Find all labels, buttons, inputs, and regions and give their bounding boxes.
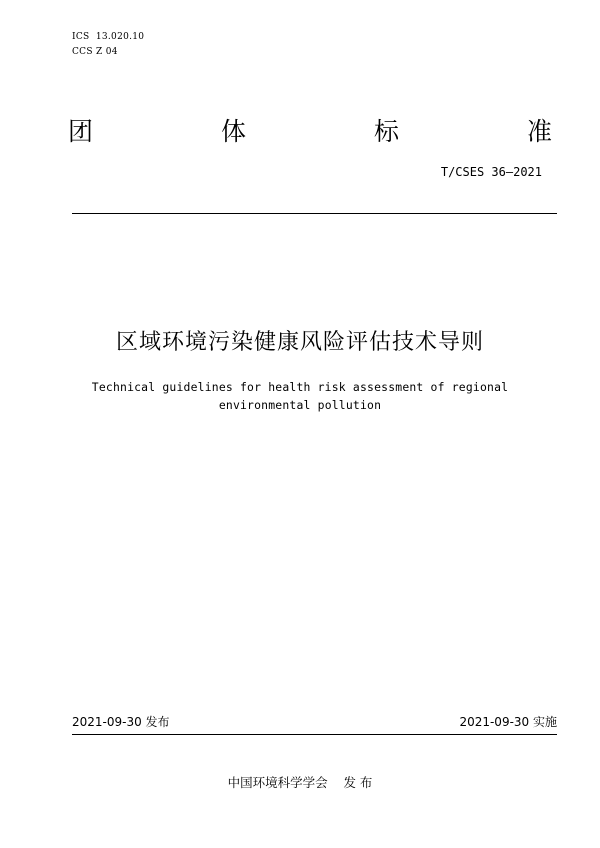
implementation-date: 2021-09-30 实施 <box>459 715 557 729</box>
document-title-chinese: 区域环境污染健康风险评估技术导则 <box>115 330 484 355</box>
classification-codes <box>72 30 144 60</box>
ics-code: ICS 13.020.10 <box>72 32 145 42</box>
standard-type-char: 团 <box>68 117 94 146</box>
standard-number: T/CSES 36—2021 <box>440 165 542 179</box>
issue-date: 2021-09-30 发布 <box>72 715 170 729</box>
top-divider <box>72 213 557 214</box>
standard-type-char: 准 <box>526 117 552 146</box>
standard-type-char: 体 <box>220 117 246 146</box>
title-english-line: Technical guidelines for health risk assessment of regional <box>91 380 509 394</box>
publisher: 中国环境科学学会 发 布 <box>227 775 373 790</box>
title-english-line: environmental pollution <box>218 398 382 412</box>
standard-type-heading <box>68 117 552 147</box>
document-title-english <box>90 378 510 414</box>
ccs-code: CCS Z 04 <box>72 47 118 57</box>
standard-type-char: 标 <box>373 117 399 146</box>
bottom-divider <box>72 734 557 735</box>
